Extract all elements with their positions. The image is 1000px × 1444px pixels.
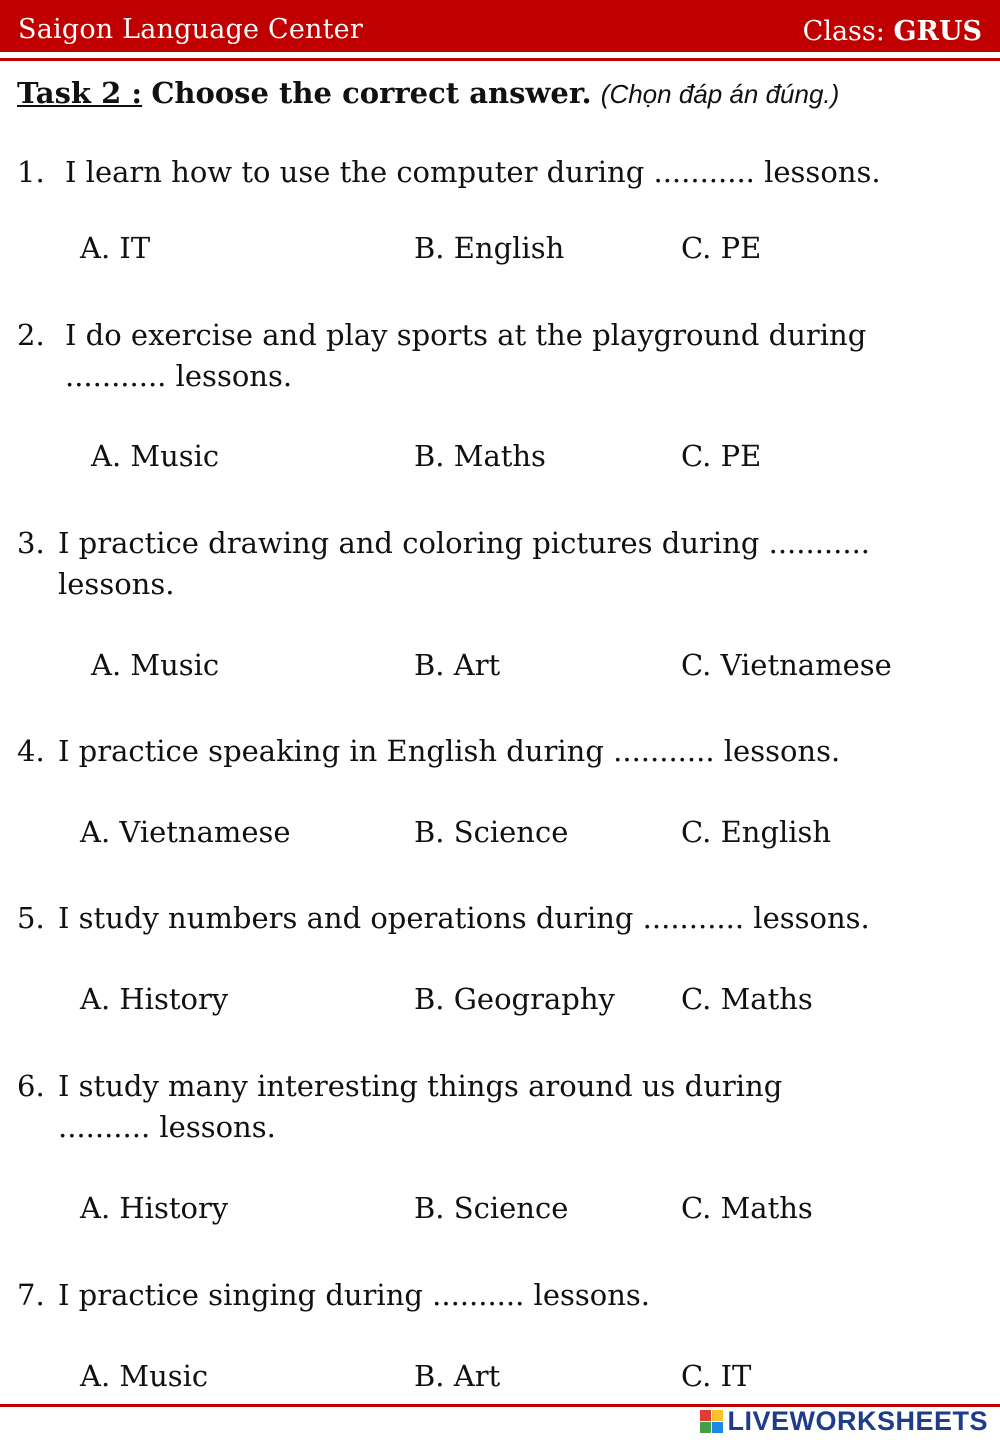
class-info xyxy=(803,16,982,47)
header-divider xyxy=(0,58,1000,61)
question-text: I practice drawing and coloring pictures during ........... xyxy=(58,526,871,560)
liveworksheets-logo[interactable] xyxy=(700,1406,988,1437)
question-4 xyxy=(17,731,840,772)
logo-text: LIVEWORKSHEETS xyxy=(727,1406,988,1436)
option-c[interactable]: C. Vietnamese xyxy=(681,648,892,682)
task-label: Task 2 : xyxy=(17,76,143,110)
question-number: 1. xyxy=(17,155,45,189)
question-6 xyxy=(17,1066,782,1148)
option-b[interactable]: B. Art xyxy=(414,1359,501,1393)
option-a[interactable]: A. Music xyxy=(80,1359,209,1393)
question-2 xyxy=(17,315,866,397)
option-b[interactable]: B. Science xyxy=(414,1191,569,1225)
option-c[interactable]: C. PE xyxy=(681,231,762,265)
option-a[interactable]: A. Music xyxy=(91,439,220,473)
task-heading xyxy=(17,76,839,110)
header-bar xyxy=(0,0,1000,52)
task-note: (Chọn đáp án đúng.) xyxy=(600,79,840,109)
option-c[interactable]: C. PE xyxy=(681,439,762,473)
option-b[interactable]: B. Art xyxy=(414,648,501,682)
question-text: I practice speaking in English during ........... lessons. xyxy=(58,734,841,768)
logo-square xyxy=(700,1422,711,1433)
question-continuation: ........... lessons. xyxy=(65,359,293,393)
logo-square xyxy=(712,1422,723,1433)
question-number: 3. xyxy=(17,526,45,560)
option-c[interactable]: C. Maths xyxy=(681,982,813,1016)
option-a[interactable]: A. History xyxy=(80,1191,229,1225)
option-c[interactable]: C. IT xyxy=(681,1359,752,1393)
question-number: 2. xyxy=(17,318,45,352)
option-b[interactable]: B. Geography xyxy=(414,982,615,1016)
question-5 xyxy=(17,898,870,939)
center-name: Saigon Language Center xyxy=(18,14,363,45)
question-1 xyxy=(17,152,881,193)
question-text: I study many interesting things around us during xyxy=(58,1069,783,1103)
option-a[interactable]: A. IT xyxy=(80,231,151,265)
class-label: Class: xyxy=(802,16,885,47)
question-number: 5. xyxy=(17,901,45,935)
option-b[interactable]: B. Maths xyxy=(414,439,546,473)
option-b[interactable]: B. Science xyxy=(414,815,569,849)
question-text: I practice singing during .......... lessons. xyxy=(58,1278,650,1312)
logo-grid-icon xyxy=(700,1410,723,1433)
option-a[interactable]: A. Music xyxy=(91,648,220,682)
question-7 xyxy=(17,1275,650,1316)
option-a[interactable]: A. Vietnamese xyxy=(80,815,291,849)
logo-square xyxy=(700,1410,711,1421)
task-title: Choose the correct answer. xyxy=(151,76,592,110)
question-text: I do exercise and play sports at the playground during xyxy=(65,318,867,352)
option-b[interactable]: B. English xyxy=(414,231,565,265)
option-c[interactable]: C. Maths xyxy=(681,1191,813,1225)
option-c[interactable]: C. English xyxy=(681,815,832,849)
question-continuation: .......... lessons. xyxy=(58,1110,276,1144)
question-continuation: lessons. xyxy=(58,567,175,601)
question-text: I study numbers and operations during ........... lessons. xyxy=(58,901,870,935)
logo-square xyxy=(712,1410,723,1421)
option-a[interactable]: A. History xyxy=(80,982,229,1016)
question-text: I learn how to use the computer during ........... lessons. xyxy=(65,155,881,189)
question-number: 6. xyxy=(17,1069,45,1103)
question-number: 4. xyxy=(17,734,45,768)
question-number: 7. xyxy=(17,1278,45,1312)
class-value: GRUS xyxy=(893,16,982,47)
question-3 xyxy=(17,523,870,605)
